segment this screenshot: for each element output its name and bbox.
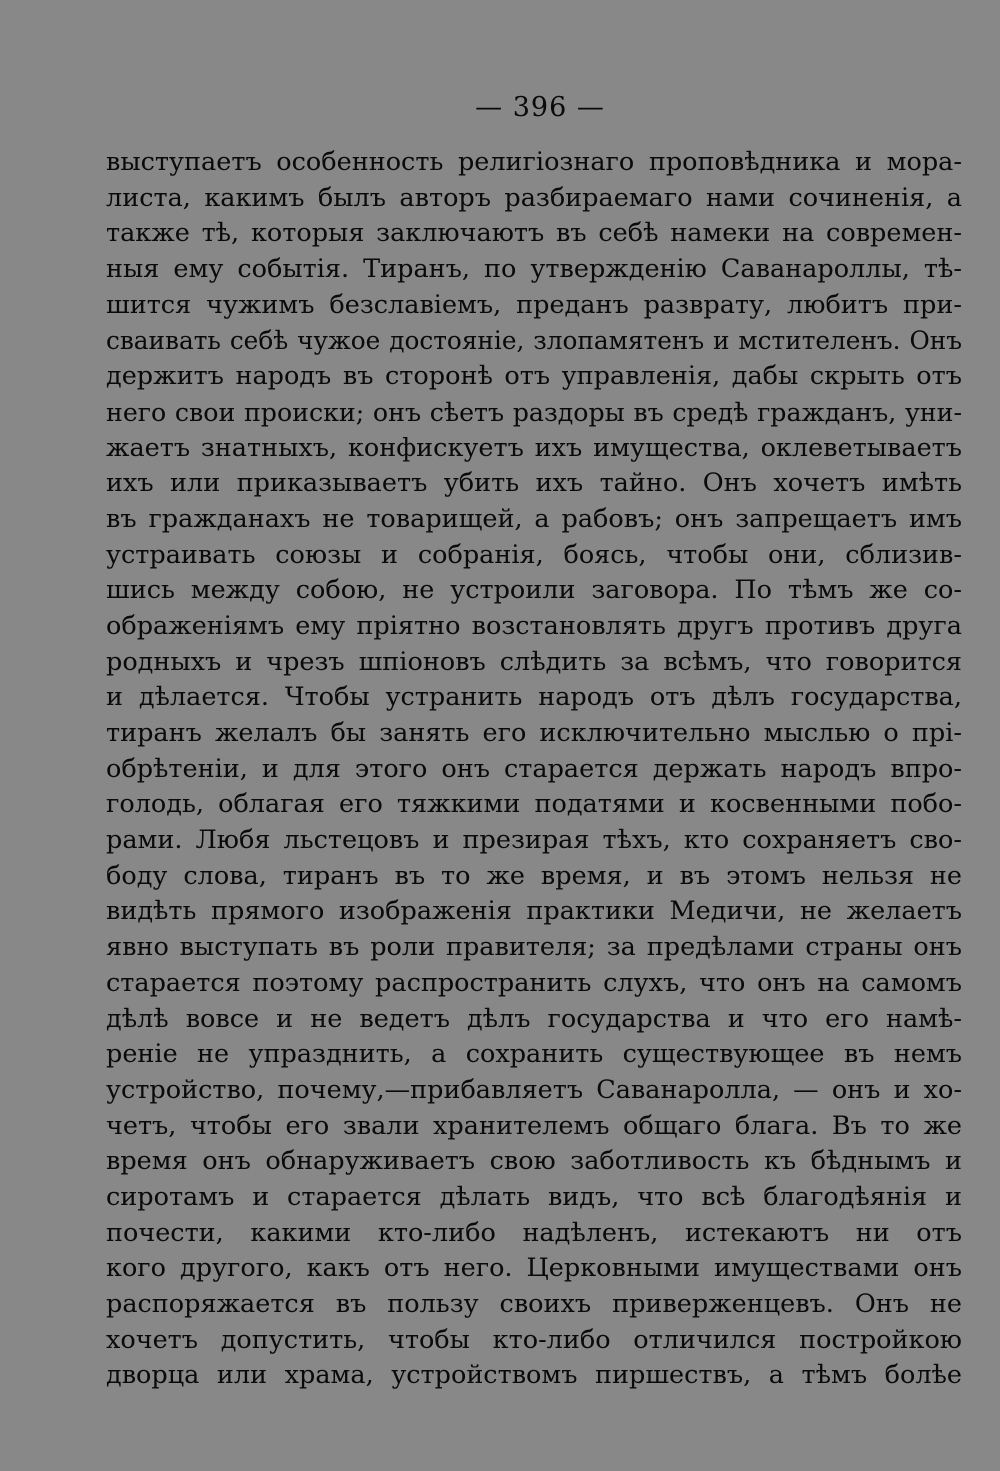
text-line: тиранъ желалъ бы занять его исключительно мыслью о прі- [106, 718, 962, 748]
text-line: листа, какимъ былъ авторъ разбираемаго нами сочиненія, а [106, 182, 962, 213]
text-line: ихъ или приказываетъ убить ихъ тайно. Онъ хочетъ имѣть [106, 468, 962, 499]
text-line: хочетъ допустить, чтобы кто-либо отличился постройкою [106, 1324, 962, 1355]
text-line: родныхъ и чрезъ шпіоновъ слѣдить за всѣмъ, что говорится [106, 646, 962, 677]
text-line: жаетъ знатныхъ, конфискуетъ ихъ имущества, оклеветываетъ [106, 432, 962, 463]
text-line: сваивать себѣ чужое достояніе, злопамятенъ и мстителенъ. Онъ [106, 326, 962, 356]
text-line: держитъ народъ въ сторонѣ отъ управленія, дабы скрыть отъ [106, 361, 962, 392]
text-line: явно выступать въ роли правителя; за предѣлами страны онъ [106, 932, 962, 963]
text-line: ныя ему событія. Тиранъ, по утвержденію Саванароллы, тѣ- [106, 254, 962, 285]
text-line: дѣлѣ вовсе и не ведетъ дѣлъ государства и что его намѣ- [106, 1003, 962, 1034]
text-line: время онъ обнаруживаетъ свою заботливость къ бѣднымъ и [106, 1146, 962, 1177]
text-line: дворца или храма, устройствомъ пиршествъ, а тѣмъ болѣе [106, 1360, 962, 1391]
text-line: него свои происки; онъ сѣетъ раздоры въ средѣ гражданъ, уни- [106, 397, 962, 427]
text-line: распоряжается въ пользу своихъ приверженцевъ. Онъ не [106, 1289, 962, 1319]
text-line: устройство, почему,—прибавляетъ Саванаролла, — онъ и хо- [106, 1074, 962, 1105]
text-line: голодь, облагая его тяжкими податями и косвенными побо- [106, 789, 962, 820]
text-line: старается поэтому распространить слухъ, что онъ на самомъ [106, 967, 962, 998]
text-line: ображеніямъ ему пріятно возстановлять другъ противъ друга [106, 610, 962, 641]
text-line: также тѣ, которыя заключаютъ въ себѣ намеки на современ- [106, 218, 962, 249]
text-line: сиротамъ и старается дѣлать видъ, что всѣ благодѣянія и [106, 1181, 962, 1212]
text-line: шись между собою, не устроили заговора. По тѣмъ же со- [106, 575, 962, 606]
text-line: и дѣлается. Чтобы устранить народъ отъ дѣлъ государства, [106, 682, 962, 713]
text-line: выступаетъ особенность религіознаго проповѣдника и мора- [106, 147, 962, 177]
text-line: боду слова, тиранъ въ то же время, и въ этомъ нельзя не [106, 860, 962, 891]
text-line: обрѣтеніи, и для этого онъ старается держать народъ впро- [106, 753, 962, 784]
text-line: реніе не упразднить, а сохранить существующее въ немъ [106, 1039, 962, 1070]
text-line: почести, какими кто-либо надѣленъ, истекаютъ ни отъ [106, 1217, 962, 1248]
text-line: рами. Любя льстецовъ и презирая тѣхъ, кто сохраняетъ сво- [106, 825, 962, 856]
text-line: въ гражданахъ не товарищей, а рабовъ; онъ запрещаетъ имъ [106, 503, 962, 534]
text-line: шится чужимъ безславіемъ, преданъ разврату, любитъ при- [106, 289, 962, 320]
body-text [106, 145, 962, 1394]
text-line: четъ, чтобы его звали хранителемъ общаго блага. Въ то же [106, 1110, 962, 1141]
page-number: — 396 — [475, 92, 605, 123]
text-line: видѣть прямого изображенія практики Медичи, не желаетъ [106, 896, 962, 927]
text-line: устраивать союзы и собранія, боясь, чтобы они, сблизив- [106, 539, 962, 570]
text-line: кого другого, какъ отъ него. Церковными имуществами онъ [106, 1253, 962, 1284]
